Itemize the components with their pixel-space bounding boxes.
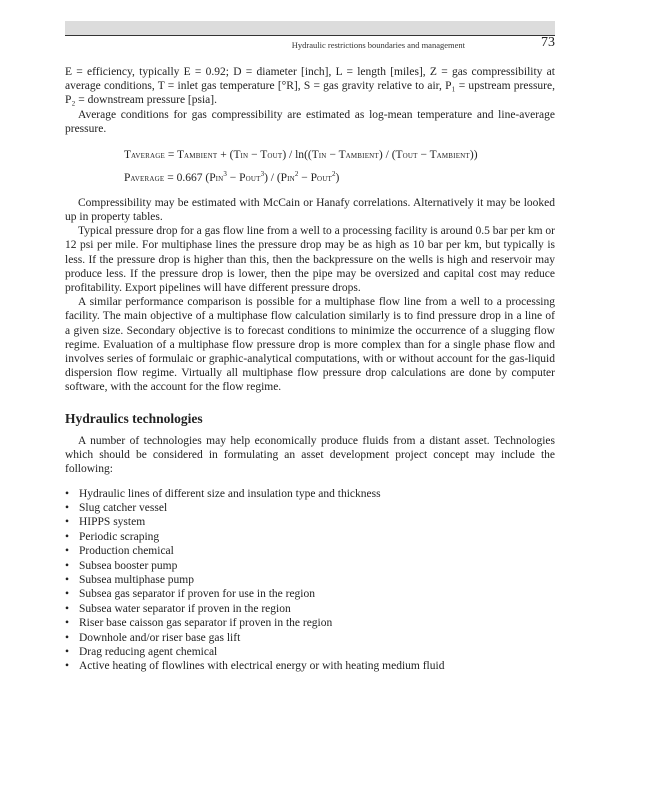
paragraph-variable-definitions: E = efficiency, typically E = 0.92; D = diameter [inch], L = length [miles], Z = gas compressibility at average conditions, T = inlet gas temperature [°R], S = gas gravity relative to air, P₁ = upstream pressure, P₂ = downstream pressure [psia].: [65, 66, 555, 107]
list-item: • Periodic scraping: [65, 530, 160, 543]
paragraph-multiphase: A similar performance comparison is possible for a multiphase flow line from a well to a processing facility. The main objective of a multiphase flow calculation similarly is to find pressure drop in a line of a given size. Secondary objective is to forecast conditions to minimize the occurrence of a slugging flow regime. Evaluation of a multiphase flow pressure drop is more complex than for a single phase flow and involves series of formulaic or graphic-analytical computations, with or without account for the gas-liquid dispersion flow regime. Virtually all multiphase flow pressure drop calculations are done by computer software, with the account for the flow regime.: [65, 296, 555, 394]
list-item: • Hydraulic lines of different size and insulation type and thickness: [65, 487, 381, 500]
list-item: • Subsea water separator if proven in the region: [65, 602, 291, 615]
list-item: • Production chemical: [65, 545, 174, 558]
section-heading: Hydraulics technologies: [65, 410, 203, 426]
paragraph-pressure-drop: Typical pressure drop for a gas flow line from a well to a processing facility is around 0.5 bar per km or 12 psi per mile. For multiphase lines the pressure drop may be as high as 10 bar per km, but typically is less. If the pressure drop is higher than this, then the backpressure on the wells is high and reservoir may produce less. If the pressure drop is lower, then the pipe may be oversized and capital cost may reduce profitability. Export pipelines will have different pressure drops.: [65, 225, 555, 295]
list-item: • Downhole and/or riser base gas lift: [65, 631, 241, 644]
list-item: • HIPPS system: [65, 516, 146, 529]
header-rule: [65, 35, 555, 36]
header-band: [65, 21, 555, 35]
list-item: • Drag reducing agent chemical: [65, 645, 218, 658]
equation-t-average: TAVERAGE = TAMBIENT + (TIN − TOUT) / ln((TIN − TAMBIENT) / (TOUT − TAMBIENT)) PAVERAGE = 0.667 ($PIN^3$ − $POUT^3) / (PIN^2$ − $POUT^2$): [124, 149, 478, 184]
page-number: 73: [541, 35, 555, 50]
running-head: Hydraulic restrictions boundaries and management: [291, 40, 465, 50]
list-item: • Subsea gas separator if proven for use in the region: [65, 588, 315, 601]
technology-list: [65, 487, 555, 674]
list-item: • Slug catcher vessel: [65, 501, 168, 514]
body-text: [65, 65, 555, 674]
paragraph-compressibility: Compressibility may be estimated with McCain or Hanafy correlations. Alternatively it may be looked up in property tables.: [65, 196, 555, 224]
list-item: • Active heating of flowlines with electrical energy or with heating medium fluid: [65, 660, 445, 673]
list-item: • Subsea multiphase pump: [65, 573, 194, 586]
paragraph-average-conditions: Average conditions for gas compressibility are estimated as log-mean temperature and line-average pressure.: [65, 108, 555, 135]
list-item: • Subsea booster pump: [65, 559, 178, 572]
list-item: • Riser base caisson gas separator if proven in the region: [65, 617, 333, 630]
section-intro: A number of technologies may help economically produce fluids from a distant asset. Technologies which should be considered in formulating an asset development project concept may include the following:: [65, 434, 555, 476]
